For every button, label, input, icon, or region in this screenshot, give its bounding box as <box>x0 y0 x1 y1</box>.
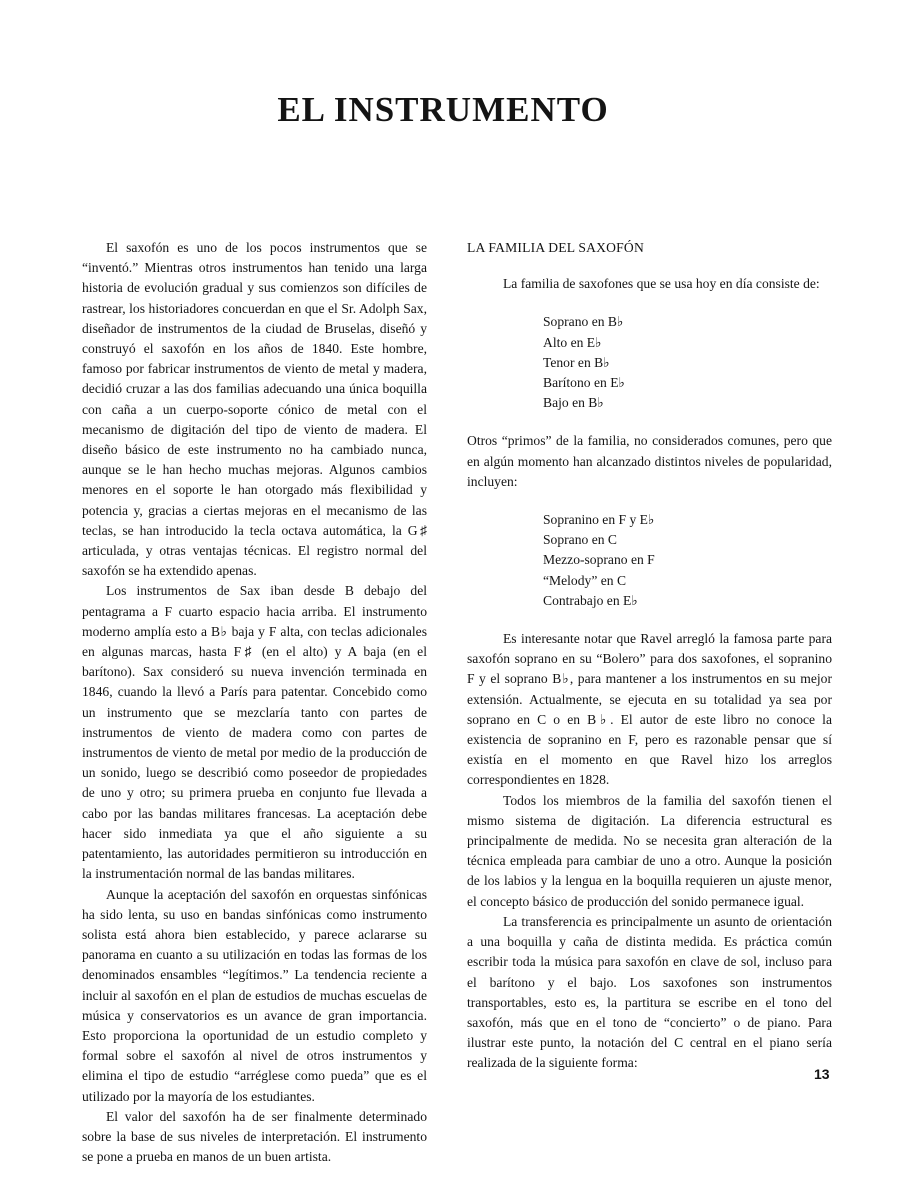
cousins-paragraph: Otros “primos” de la familia, no considerados comunes, pero que en algún momento han alcanzado distintos niveles de popularidad, incluyen: <box>467 433 832 489</box>
paragraph-invention: El saxofón es uno de los pocos instrumentos que se “inventó.” Mientras otros instrumentos han tenido una larga historia de evolución gradual y sus comienzos son difíciles de rastrear, los historiadores concuerdan en que el Sr. Adolph Sax, diseñador de instrumentos de la ciudad de Bruselas, diseñó y construyó el saxofón en los años de 1840. Este hombre, famoso por fabricar instrumentos de viento de metal y madera, decidió cruzar a las dos familias adecuando una única boquilla con caña a un cuerpo-soporte cónico de metal con el mecanismo de digitación del tipo de viento de madera. El diseño básico de este instrumento no ha cambiado nunca, aunque se le han hecho muchas mejoras. Algunos cambios menores en el soporte le han otorgado más flexibilidad y potencia y, gracias a ciertas mejoras en el mecanismo de las teclas, se han introducido la tecla octava automática, la G♯ articulada, y otras ventajas técnicas. El registro normal del saxofón se ha extendido apenas. <box>82 240 427 579</box>
left-column <box>82 238 427 1167</box>
cousins-list <box>543 510 832 611</box>
list-item: Soprano en C <box>543 532 618 548</box>
paragraph-acceptance: Aunque la aceptación del saxofón en orquestas sinfónicas ha sido lenta, su uso en bandas sinfónicas como instrumento solista está ahora bien establecido, y parece aclararse su panorama en cuanto a su utilización en todas las formas de los denominados ensambles “legítimos.” La tendencia reciente a incluir al saxofón en el plan de estudios de muchas escuelas de música y conservatorios es un avance de gran importancia. Esto proporciona la oportunidad de un estudio completo y formal sobre el saxofón al nivel de otros instrumentos y elimina el tipo de estudio “arréglese como pueda” que es el utilizado por la mayoría de los estudiantes. <box>82 886 427 1104</box>
list-item: Soprano en B♭ <box>543 314 624 330</box>
paragraph-range-history: Los instrumentos de Sax iban desde B debajo del pentagrama a F cuarto espacio hacia arriba. El instrumento moderno amplía esto a B♭ baja y F alta, con teclas adicionales en algunas marcas, hasta F♯ (en el alto) y A baja (en el barítono). Sax consideró su nueva invención terminada en 1846, cuando la llevó a París para patentar. Concebido como un instrumento que se mezclaría tanto con partes de instrumentos de viento de madera como con partes de instrumentos de viento de metal por medio de la producción de un sonido, luego se describió como poseedor de propiedades de uno y otro; su primera prueba en conjunto fue llevada a cabo por las bandas militares francesas. La aceptación debe hacer sido inmediata ya que el año siguiente a su patentamiento, las autoridades permitieron su introducción en la instrumentación normal de las bandas militares. <box>82 583 427 882</box>
list-item: Sopranino en F y E♭ <box>543 512 655 528</box>
list-item: Contrabajo en E♭ <box>543 592 638 608</box>
list-item: Bajo en B♭ <box>543 395 604 411</box>
list-item: Mezzo-soprano en F <box>543 552 655 568</box>
paragraph-fingering: Todos los miembros de la familia del saxofón tienen el mismo sistema de digitación. La diferencia estructural es principalmente de medida. No se necesita gran alteración de la técnica empleada para cambiar de uno a otro. Aunque la posición de los labios y la lengua en la boquilla requieren un ajuste menor, el concepto básico de producción del sonido permanece igual. <box>467 792 832 909</box>
list-item: “Melody” en C <box>543 572 627 588</box>
list-item: Barítono en E♭ <box>543 375 625 391</box>
list-item: Tenor en B♭ <box>543 354 610 370</box>
paragraph-ravel: Es interesante notar que Ravel arregló la famosa parte para saxofón soprano en su “Bolero” para dos saxofones, el sopranino F y el soprano B♭, para mantener a los instrumentos en su mejor extensión. Actualmente, se ejecuta en su totalidad ya sea por soprano en C o en B♭. El autor de este libro no conoce la existencia de sopranino en F, pero es razonable pensar que sí existía en el momento en que Ravel hizo los arreglos correspondientes en 1828. <box>467 631 832 788</box>
paragraph-value: El valor del saxofón ha de ser finalmente determinado sobre la base de sus niveles de interpretación. El instrumento se pone a prueba en manos de un buen artista. <box>82 1108 427 1165</box>
family-intro: La familia de saxofones que se usa hoy en día consiste de: <box>503 276 820 292</box>
paragraph-transposition: La transferencia es principalmente un asunto de orientación a una boquilla y caña de distinta medida. Es práctica común escribir toda la música para saxofón en clave de sol, incluso para el barítono y el bajo. Los saxofones son instrumentos transportables, esto es, la partitura se escribe en el tono del saxofón, más que en el tono de “concierto” o de piano. Para ilustrar este punto, la notación del C central en el piano sería realizada de la siguiente forma: <box>467 913 832 1071</box>
page-title: EL INSTRUMENTO <box>277 90 609 129</box>
section-heading: LA FAMILIA DEL SAXOFÓN <box>467 240 644 255</box>
common-family-list <box>543 312 832 413</box>
page-number: 13 <box>814 1066 830 1082</box>
right-column <box>467 238 832 1074</box>
list-item: Alto en E♭ <box>543 334 602 350</box>
